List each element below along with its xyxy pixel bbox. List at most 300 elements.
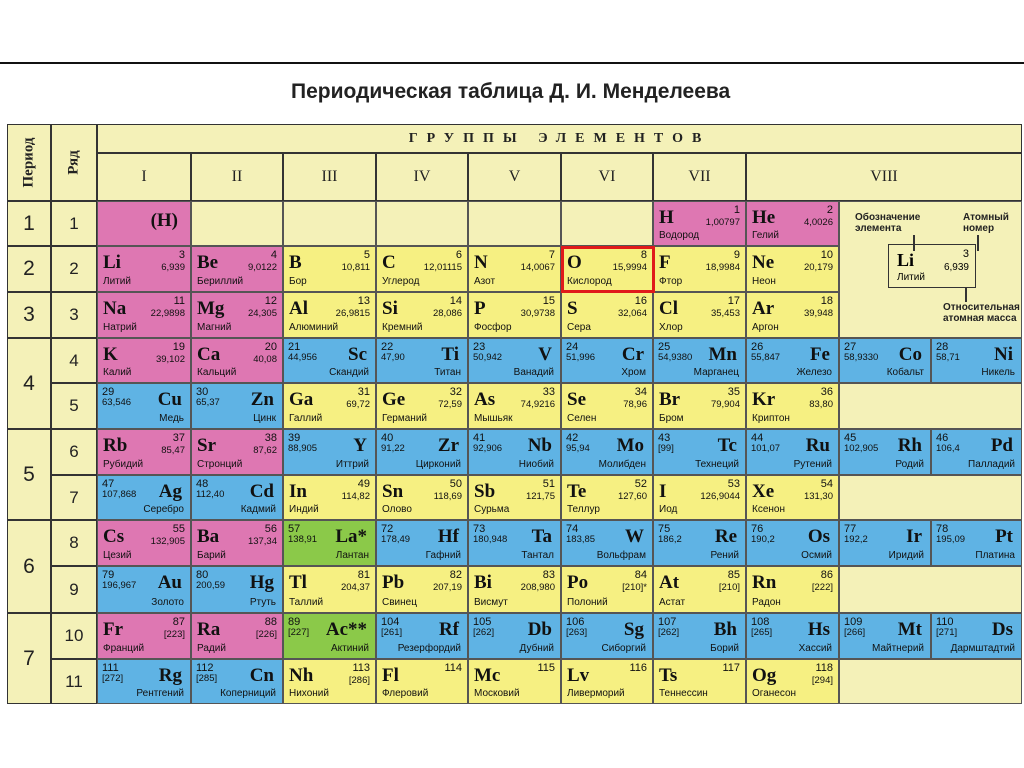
row-label: Ряд [65,150,82,175]
atomic-mass: 131,30 [803,491,833,502]
group-header-3 [283,153,376,201]
element-Ge [376,383,468,429]
element-name: Рений [710,550,739,561]
element-symbol: Ga [289,389,314,410]
element-name: Сера [567,322,591,333]
element-symbol: Pd [990,435,1013,456]
atomic-mass: 40,08 [253,354,277,365]
element-name: Московий [474,688,520,699]
atomic-mass: [223] [163,629,185,640]
element-symbol: Hf [437,526,459,547]
element-symbol: La* [335,526,367,547]
element-Mo [561,429,653,475]
atomic-number: 29 [102,386,115,398]
atomic-mass: [210] [718,582,740,593]
atomic-mass: [263] [566,627,588,638]
element-Rh [839,429,931,475]
legend [843,202,1024,332]
element-symbol: Ac** [325,619,367,640]
element-symbol: Ru [805,435,830,456]
element-symbol: Db [527,619,552,640]
atomic-mass: 72,59 [438,399,462,410]
element-name: Кремний [382,322,423,333]
element-symbol: Nh [289,665,314,686]
highlight-frame [561,246,655,293]
element-As [468,383,561,429]
top-rule [0,62,1024,64]
element-name: Золото [151,597,184,608]
atomic-number: 107 [658,616,677,628]
atomic-mass: 54,9380 [658,352,693,363]
atomic-number: 45 [844,432,857,444]
atomic-mass: 15,9994 [612,262,647,273]
element-name: Марганец [693,367,739,378]
element-Ru [746,429,839,475]
element-Au [97,566,191,613]
element-Pd [931,429,1022,475]
element-Ca [191,338,283,383]
empty-cell [468,201,561,246]
atomic-mass: 204,37 [340,582,370,593]
element-Xe [746,475,839,520]
period-number: 1 [23,211,35,235]
element-Ts [653,659,746,704]
element-Pt [931,520,1022,566]
period-number: 5 [23,462,35,486]
element-name: Теллур [567,504,600,515]
element-symbol: Ir [906,526,922,547]
atomic-number: 21 [288,341,301,353]
element-symbol: Rb [103,435,128,456]
atomic-mass: 118,69 [433,491,462,502]
atomic-mass: [265] [751,627,773,638]
atomic-mass: 101,07 [751,443,781,454]
atomic-number: 51 [542,478,555,490]
atomic-mass: 121,75 [525,491,555,502]
element-Cl [653,292,746,338]
atomic-number: 113 [352,662,370,674]
element-symbol: Sg [623,619,644,640]
element-symbol: Y [353,435,367,456]
element-Al [283,292,376,338]
element-name: Индий [289,504,319,515]
atomic-number: 78 [936,523,949,535]
row-cell-4 [51,338,97,383]
row-cell-1 [51,201,97,246]
legend-designation-label: Обозначение элемента [855,212,921,234]
element-name: Азот [474,276,496,287]
element-symbol: Br [659,389,681,410]
atomic-number: 30 [196,386,209,398]
element-Si [376,292,468,338]
element-symbol: Ra [197,619,221,640]
atomic-number: 17 [727,295,740,307]
atomic-mass: 20,179 [803,262,833,273]
element-name: Углерод [382,276,420,287]
element-symbol: Be [197,252,219,273]
period-cell-6 [7,520,51,613]
atomic-number: 79 [102,569,115,581]
empty-cell [839,383,1022,429]
atomic-number: 106 [566,616,585,628]
atomic-number: 19 [172,341,185,353]
row-cell-7 [51,475,97,520]
element-name: Неон [752,276,776,287]
atomic-number: 112 [196,662,214,674]
atomic-mass: 10,811 [341,262,370,273]
element-name: Нихоний [289,688,329,699]
element-Zr [376,429,468,475]
empty-cell [839,475,1022,520]
atomic-number: 54 [820,478,833,490]
element-Se [561,383,653,429]
group-header-label: II [231,168,243,185]
group-header-label: VI [598,168,616,185]
element-name: Фтор [659,276,683,287]
element-name: Калий [103,367,132,378]
element-name: Германий [382,413,427,424]
atomic-mass: 87,62 [253,445,277,456]
element-symbol: Mc [474,665,501,686]
element-I [653,475,746,520]
element-symbol: Pb [382,572,405,593]
element-Ne [746,246,839,292]
atomic-number: 34 [634,386,647,398]
atomic-mass: 83,80 [809,399,833,410]
atomic-number: 25 [658,341,671,353]
element-name: Оганесон [752,688,797,699]
element-name: Гафний [425,550,461,561]
element-symbol: Rg [158,665,182,686]
element-name: Таллий [289,597,324,608]
atomic-number: 38 [264,432,277,444]
atomic-number: 108 [751,616,770,628]
element-Cd [191,475,283,520]
element-Nb [468,429,561,475]
element-symbol: V [538,344,552,365]
element-symbol: Re [714,526,737,547]
atomic-number: 87 [172,616,185,628]
page-title: Периодическая таблица Д. И. Менделеева [291,80,731,103]
row-number: 1 [69,213,79,233]
element-Zn [191,383,283,429]
group-header-label: V [508,168,521,185]
element-symbol: H [659,207,674,228]
group-header-1 [97,153,191,201]
element-name: Мышьяк [474,413,513,424]
element-Ir [839,520,931,566]
atomic-mass: 107,868 [102,489,137,500]
element-symbol: He [752,207,776,228]
atomic-number: 55 [172,523,185,535]
row-number: 11 [65,671,83,691]
atomic-mass: 26,9815 [335,308,370,319]
atomic-number: 118 [815,662,833,674]
element-In [283,475,376,520]
atomic-mass: 51,996 [566,352,596,363]
atomic-mass: 12,01115 [423,262,462,273]
element-name: Астат [659,597,686,608]
element-La [283,520,376,566]
element-Og [746,659,839,704]
element-name: Бром [659,413,684,424]
element-name: Фосфор [474,322,512,333]
atomic-mass: 186,2 [658,534,682,545]
atomic-number: 115 [537,662,555,674]
atomic-number: 57 [288,523,301,535]
element-name: Франций [103,643,145,654]
atomic-mass: [271] [936,627,958,638]
element-Ds [931,613,1022,659]
element-name: Резерфордий [397,643,461,654]
element-Db [468,613,561,659]
element-Cs [97,520,191,566]
atomic-number: 35 [727,386,740,398]
legend-sample-cell [888,244,976,288]
row-cell-8 [51,520,97,566]
row-cell-6 [51,429,97,475]
element-name: Радий [197,643,226,654]
atomic-mass: 9,0122 [247,262,277,273]
element-symbol: Rn [752,572,777,593]
atomic-mass: 18,9984 [705,262,740,273]
element-name: Дармштадтий [950,643,1015,654]
element-symbol: Po [567,572,589,593]
element-Os [746,520,839,566]
element-symbol: Cd [249,481,274,502]
atomic-number: 26 [751,341,764,353]
element-Sb [468,475,561,520]
atomic-number: 50 [449,478,462,490]
period-label: Период [20,137,37,188]
element-symbol: Ni [994,344,1013,365]
atomic-number: 88 [264,616,277,628]
row-cell-10 [51,613,97,659]
atomic-mass: 35,453 [710,308,740,319]
element-symbol: Og [752,665,777,686]
atomic-number: 77 [844,523,857,535]
element-symbol: Ba [197,526,220,547]
atomic-mass: 58,71 [936,352,960,363]
element-name: Ванадий [513,367,554,378]
element-name: Флеровий [382,688,429,699]
element-name: Дубний [519,643,554,654]
atomic-number: 48 [196,478,209,490]
element-Fr [97,613,191,659]
element-symbol: Te [567,481,587,502]
atomic-mass: 106,4 [936,443,960,454]
element-name: Аргон [752,322,779,333]
atomic-number: 82 [449,569,462,581]
element-name: Магний [197,322,232,333]
legend-connector-right [977,235,979,251]
atomic-mass: 14,0067 [520,262,555,273]
element-name: Радон [752,597,781,608]
hydrogen-placeholder-cell [97,201,191,246]
atomic-number: 111 [102,662,119,674]
element-symbol: P [474,298,486,319]
atomic-number: 73 [473,523,486,535]
atomic-number: 15 [542,295,555,307]
atomic-number: 114 [444,662,462,674]
element-name: Иридий [888,550,924,561]
element-name: Молибден [598,459,646,470]
element-name: Гелий [752,230,779,241]
element-symbol: Sb [474,481,496,502]
atomic-number: 32 [449,386,462,398]
atomic-mass: 32,064 [617,308,647,319]
element-name: Лантан [335,550,369,561]
element-name: Родий [895,459,924,470]
element-Na [97,292,191,338]
element-symbol: Mo [616,435,644,456]
element-Ga [283,383,376,429]
element-name: Платина [975,550,1015,561]
element-Sn [376,475,468,520]
element-symbol: Au [157,572,182,593]
atomic-number: 27 [844,341,857,353]
atomic-number: 83 [542,569,555,581]
atomic-number: 85 [727,569,740,581]
element-symbol: K [103,344,118,365]
element-symbol: Mn [708,344,737,365]
element-symbol: Na [103,298,127,319]
atomic-number: 36 [820,386,833,398]
atomic-mass: 180,948 [473,534,508,545]
element-symbol: Bi [474,572,492,593]
atomic-mass: 114,82 [341,491,370,502]
element-K [97,338,191,383]
element-name: Олово [382,504,412,515]
atomic-number: 8 [640,249,647,261]
atomic-mass: 127,60 [617,491,647,502]
element-name: Криптон [752,413,790,424]
element-Mc [468,659,561,704]
atomic-mass: [99] [658,443,674,454]
group-header-label: VIII [870,168,898,185]
element-symbol: Fr [103,619,124,640]
element-name: Кальций [197,367,237,378]
atomic-number: 5 [363,249,370,261]
element-symbol: Hs [807,619,830,640]
atomic-number: 6 [455,249,462,261]
atomic-mass: 192,2 [844,534,868,545]
element-Hf [376,520,468,566]
element-Ni [931,338,1022,383]
element-name: Ртуть [249,597,276,608]
element-Mn [653,338,746,383]
element-symbol: Cs [103,526,125,547]
element-Pb [376,566,468,613]
element-symbol: Ts [659,665,678,686]
period-cell-7 [7,613,51,704]
element-symbol: Tl [289,572,307,593]
element-symbol: Sr [197,435,216,456]
period-number: 3 [23,303,35,326]
atomic-mass: 102,905 [844,443,879,454]
element-name: Ливерморий [567,688,625,699]
element-symbol: Ar [752,298,775,319]
element-Br [653,383,746,429]
atomic-mass: 30,9738 [520,308,555,319]
group-header-8 [746,153,1022,201]
atomic-mass: 91,22 [381,443,405,454]
atomic-number: 56 [264,523,277,535]
group-header-4 [376,153,468,201]
element-Lv [561,659,653,704]
element-Rf [376,613,468,659]
atomic-number: 42 [566,432,579,444]
element-Mg [191,292,283,338]
atomic-mass: [272] [102,673,124,684]
atomic-number: 74 [566,523,579,535]
period-cell-4 [7,338,51,429]
atomic-mass: [294] [811,675,833,686]
group-header-label: IV [413,168,431,185]
element-Fe [746,338,839,383]
group-header-7 [653,153,746,201]
empty-cell [376,201,468,246]
atomic-mass: 195,09 [936,534,966,545]
group-header-label: III [321,168,338,185]
element-name: Бериллий [197,276,244,287]
row-number: 5 [69,396,79,415]
row-cell-11 [51,659,97,704]
row-number: 3 [69,305,79,324]
element-name: Водород [659,230,700,241]
atomic-mass: 112,40 [196,489,225,500]
element-name: Висмут [474,597,508,608]
atomic-mass: [226] [255,629,277,640]
atomic-number: 13 [357,295,370,307]
element-name: Иод [659,504,678,515]
atomic-number: 46 [936,432,949,444]
element-symbol: Sc [348,344,367,365]
element-name: Литий [103,276,131,287]
periodic-table [7,124,1022,704]
element-Cn [191,659,283,704]
atomic-mass: 178,49 [381,534,411,545]
atomic-number: 11 [173,295,185,307]
element-name: Скандий [329,367,369,378]
groups-title: ГРУППЫ ЭЛЕМЕНТОВ [408,130,711,146]
element-name: Рубидий [103,459,144,470]
atomic-number: 39 [288,432,301,444]
atomic-number: 44 [751,432,764,444]
row-cell-3 [51,292,97,338]
period-cell-1 [7,201,51,246]
element-symbol: Al [289,298,308,319]
element-name: Сиборгий [601,643,646,654]
row-cell-9 [51,566,97,613]
element-name: Серебро [143,504,184,515]
element-V [468,338,561,383]
atomic-mass: [210]* [622,582,647,593]
element-name: Натрий [103,322,137,333]
element-Sr [191,429,283,475]
element-symbol: Ge [382,389,406,410]
row-number: 7 [69,487,79,507]
element-name: Иттрий [335,459,369,470]
element-name: Хлор [659,322,683,333]
element-name: Кислород [567,276,612,287]
element-name: Селен [567,413,597,424]
atomic-mass: 138,91 [288,534,318,545]
row-cell-5 [51,383,97,429]
row-number: 8 [69,533,79,552]
atomic-number: 117 [722,662,740,674]
atomic-number: 105 [473,616,492,628]
